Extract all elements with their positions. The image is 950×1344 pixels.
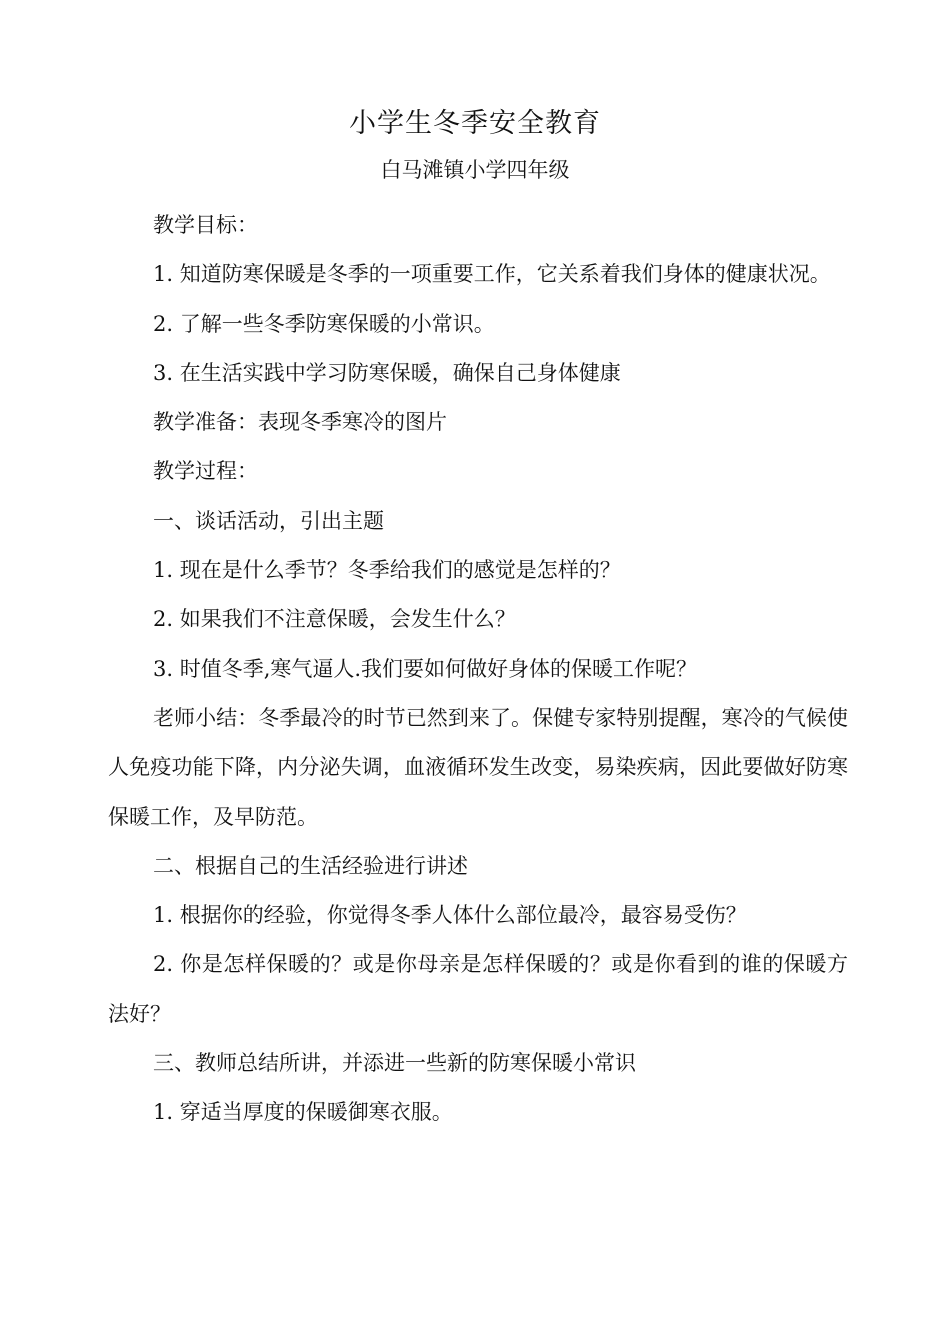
objective-item: 3. 在生活实践中学习防寒保暖，确保自己身体健康 bbox=[153, 360, 621, 385]
question-item: 2. 如果我们不注意保暖，会发生什么？ bbox=[153, 607, 516, 632]
section-heading-preparation: 教学准备：表现冬季寒冷的图片 bbox=[153, 410, 447, 435]
objective-item: 1. 知道防寒保暖是冬季的一项重要工作，它关系着我们身体的健康状况。 bbox=[153, 262, 831, 287]
process-step-heading: 一、谈话活动，引出主题 bbox=[153, 508, 384, 533]
document-subtitle: 白马滩镇小学四年级 bbox=[380, 158, 570, 182]
question-item: 2. 你是怎样保暖的？或是你母亲是怎样保暖的？或是你看到的谁的保暖方法好？ bbox=[108, 952, 848, 1026]
tip-item: 1. 穿适当厚度的保暖御寒衣服。 bbox=[153, 1100, 453, 1125]
question-item: 1. 现在是什么季节？冬季给我们的感觉是怎样的？ bbox=[153, 558, 621, 583]
document-body bbox=[108, 201, 848, 1138]
section-heading-process: 教学过程： bbox=[153, 459, 258, 484]
document-title: 小学生冬季安全教育 bbox=[349, 108, 601, 139]
process-step-heading: 二、根据自己的生活经验进行讲述 bbox=[153, 853, 468, 878]
objective-item: 2. 了解一些冬季防寒保暖的小常识。 bbox=[153, 311, 495, 336]
question-item: 3. 时值冬季,寒气逼人.我们要如何做好身体的保暖工作呢？ bbox=[153, 656, 698, 681]
process-step-heading: 三、教师总结所讲，并添进一些新的防寒保暖小常识 bbox=[153, 1051, 636, 1076]
question-item: 1. 根据你的经验，你觉得冬季人体什么部位最冷，最容易受伤？ bbox=[153, 903, 747, 928]
section-heading-objectives: 教学目标： bbox=[153, 213, 258, 237]
teacher-summary: 老师小结：冬季最冷的时节已然到来了。保健专家特别提醒，寒冷的气候使人免疫功能下降，内分泌失调，血液循环发生改变，易染疾病，因此要做好防寒保暖工作，及早防范。 bbox=[108, 705, 848, 829]
